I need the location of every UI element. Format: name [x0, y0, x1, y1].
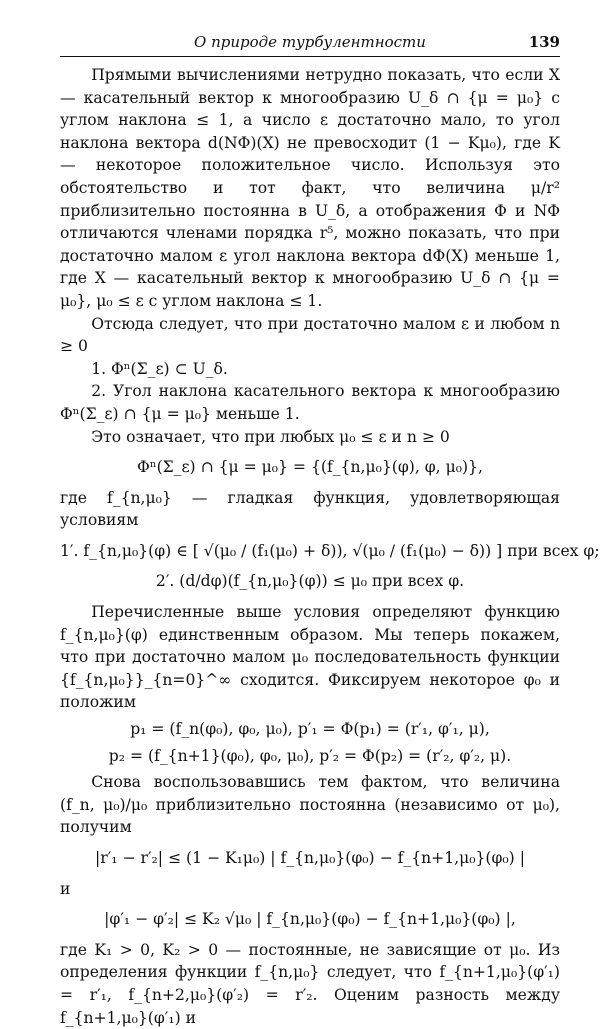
- list-item-1: 1. Φⁿ(Σ_ε) ⊂ U_δ.: [91, 359, 228, 378]
- equation-condition-2: 2′. (d/dφ)(f_{n,μ₀}(φ)) ≤ μ₀ при всех φ.: [155, 572, 465, 591]
- running-title: О природе турбулентности: [194, 33, 426, 51]
- page-number: 139: [528, 33, 560, 51]
- paragraph-consequence: Отсюда следует, что при достаточно малом ε и любом n ≥ 0: [60, 314, 560, 356]
- text-body: [60, 64, 600, 1029]
- paragraph-direct-computation: Прямыми вычислениями нетрудно показать, что если X — касательный вектор к многообразию U_δ ∩ {μ = μ₀} с углом наклона ≤ 1, а число ε достаточно мало, то угол наклона вектора d(NΦ)(X) не превосходит (1 − Kμ₀), где K — некоторое положительное число. Используя это обстоятельство и тот факт, что величина μ/r² приблизительно постоянна в U_δ, а отображения Φ и NΦ отличаются членами порядка r⁵, можно показать, что при достаточно малом ε угол наклона вектора dΦ(X) меньше 1, где X — касательный вектор к многообразию U_δ ∩ {μ = μ₀}, μ₀ ≤ ε с углом наклона ≤ 1.: [60, 66, 560, 310]
- equation-p1: p₁ = (f_n(φ₀), φ₀, μ₀), p′₁ = Φ(p₁) = (r′₁, φ′₁, μ),: [130, 720, 490, 739]
- conjunction-and: и: [60, 879, 71, 898]
- paragraph-constants: где K₁ > 0, K₂ > 0 — постоянные, не зависящие от μ₀. Из определения функции f_{n,μ₀} следует, что f_{n+1,μ₀}(φ′₁) = r′₁, f_{n+2,μ₀}(φ′₂) = r′₂. Оценим разность между f_{n+1,μ₀}(φ′₁) и: [60, 940, 560, 1027]
- header-rule: [60, 56, 560, 57]
- paragraph-smooth-function: где f_{n,μ₀} — гладкая функция, удовлетворяющая условиям: [60, 488, 560, 530]
- paragraph-uniqueness: Перечисленные выше условия определяют функцию f_{n,μ₀}(φ) единственным образом. Мы теперь покажем, что при достаточно малом μ₀ последовательность функции {f_{n,μ₀}}_{n=0}^∞ сходится. Фиксируем некоторое φ₀ и положим: [60, 603, 560, 712]
- paragraph-meaning: Это означает, что при любых μ₀ ≤ ε и n ≥ 0: [91, 427, 450, 446]
- equation-invariant-set: Φⁿ(Σ_ε) ∩ {μ = μ₀} = {(f_{n,μ₀}(φ), φ, μ₀)},: [137, 458, 483, 477]
- paragraph-again: Снова воспользовавшись тем фактом, что величина (f_n, μ₀)/μ₀ приблизительно постоянна (независимо от μ₀), получим: [60, 773, 560, 837]
- running-header: [60, 33, 560, 55]
- inequality-phi: |φ′₁ − φ′₂| ≤ K₂ √μ₀ | f_{n,μ₀}(φ₀) − f_{n+1,μ₀}(φ₀) |,: [104, 910, 516, 929]
- equation-condition-1: 1′. f_{n,μ₀}(φ) ∈ [ √(μ₀ / (f₁(μ₀) + δ)), √(μ₀ / (f₁(μ₀) − δ)) ] при всех φ;: [60, 541, 600, 560]
- equation-p2: p₂ = (f_{n+1}(φ₀), φ₀, μ₀), p′₂ = Φ(p₂) = (r′₂, φ′₂, μ).: [108, 746, 512, 765]
- list-item-2: 2. Угол наклона касательного вектора к многообразию Φⁿ(Σ_ε) ∩ {μ = μ₀} меньше 1.: [60, 382, 560, 423]
- inequality-r: |r′₁ − r′₂| ≤ (1 − K₁μ₀) | f_{n,μ₀}(φ₀) − f_{n+1,μ₀}(φ₀) |: [95, 849, 525, 867]
